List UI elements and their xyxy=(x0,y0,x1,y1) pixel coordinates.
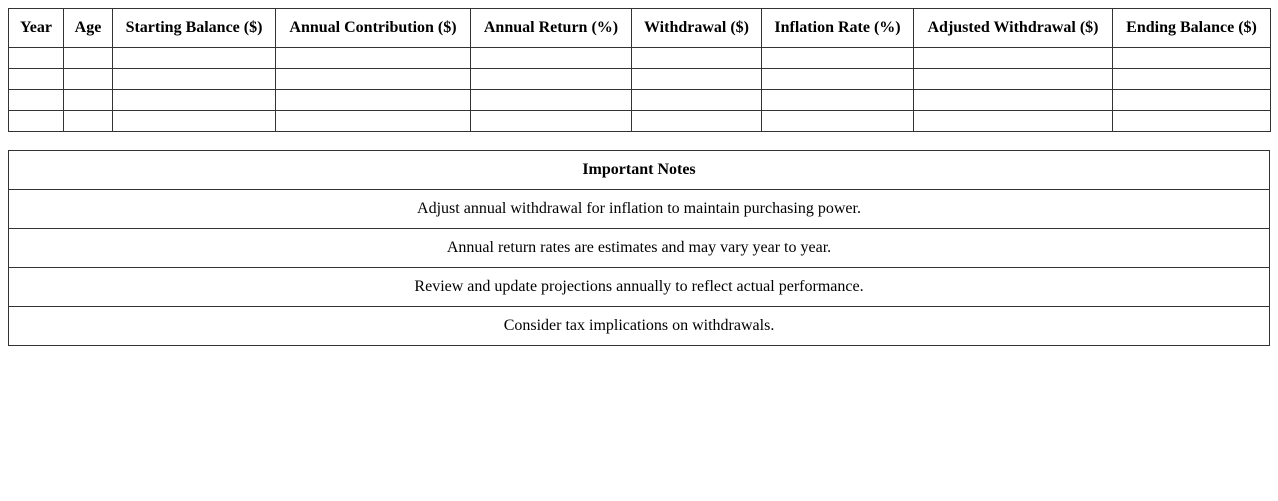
header-adjusted-withdrawal: Adjusted Withdrawal ($) xyxy=(914,9,1113,48)
table-cell xyxy=(9,111,64,132)
note-item: Consider tax implications on withdrawals. xyxy=(9,307,1270,346)
table-cell xyxy=(1113,90,1271,111)
note-row xyxy=(9,229,1270,268)
table-row xyxy=(9,90,1271,111)
table-cell xyxy=(9,90,64,111)
table-cell xyxy=(64,111,113,132)
table-cell xyxy=(113,90,276,111)
table-cell xyxy=(471,69,632,90)
table-cell xyxy=(276,90,471,111)
table-cell xyxy=(762,48,914,69)
table-cell xyxy=(276,69,471,90)
table-cell xyxy=(471,48,632,69)
table-cell xyxy=(64,48,113,69)
note-row xyxy=(9,268,1270,307)
header-age: Age xyxy=(64,9,113,48)
notes-header-row xyxy=(9,151,1270,190)
table-cell xyxy=(9,69,64,90)
header-starting-balance: Starting Balance ($) xyxy=(113,9,276,48)
table-cell xyxy=(914,111,1113,132)
table-cell xyxy=(1113,69,1271,90)
note-row xyxy=(9,307,1270,346)
table-cell xyxy=(914,90,1113,111)
notes-title: Important Notes xyxy=(9,151,1270,190)
table-cell xyxy=(471,90,632,111)
table-cell xyxy=(1113,48,1271,69)
note-item: Review and update projections annually to reflect actual performance. xyxy=(9,268,1270,307)
table-cell xyxy=(64,69,113,90)
header-year: Year xyxy=(9,9,64,48)
table-cell xyxy=(762,111,914,132)
retirement-projection-table xyxy=(8,8,1271,132)
header-inflation-rate: Inflation Rate (%) xyxy=(762,9,914,48)
note-row xyxy=(9,190,1270,229)
header-annual-return: Annual Return (%) xyxy=(471,9,632,48)
table-cell xyxy=(276,48,471,69)
table-cell xyxy=(64,90,113,111)
table-cell xyxy=(113,111,276,132)
table-cell xyxy=(762,90,914,111)
table-header-row xyxy=(9,9,1271,48)
important-notes-table xyxy=(8,150,1270,346)
table-cell xyxy=(632,111,762,132)
header-ending-balance: Ending Balance ($) xyxy=(1113,9,1271,48)
table-cell xyxy=(1113,111,1271,132)
table-row xyxy=(9,48,1271,69)
table-cell xyxy=(914,48,1113,69)
table-cell xyxy=(276,111,471,132)
page-content xyxy=(8,8,1270,346)
header-withdrawal: Withdrawal ($) xyxy=(632,9,762,48)
table-cell xyxy=(914,69,1113,90)
header-annual-contribution: Annual Contribution ($) xyxy=(276,9,471,48)
table-row xyxy=(9,111,1271,132)
table-cell xyxy=(113,48,276,69)
table-cell xyxy=(632,90,762,111)
table-cell xyxy=(9,48,64,69)
table-cell xyxy=(632,48,762,69)
note-item: Adjust annual withdrawal for inflation to maintain purchasing power. xyxy=(9,190,1270,229)
table-row xyxy=(9,69,1271,90)
table-cell xyxy=(632,69,762,90)
table-cell xyxy=(762,69,914,90)
table-cell xyxy=(113,69,276,90)
note-item: Annual return rates are estimates and may vary year to year. xyxy=(9,229,1270,268)
table-cell xyxy=(471,111,632,132)
